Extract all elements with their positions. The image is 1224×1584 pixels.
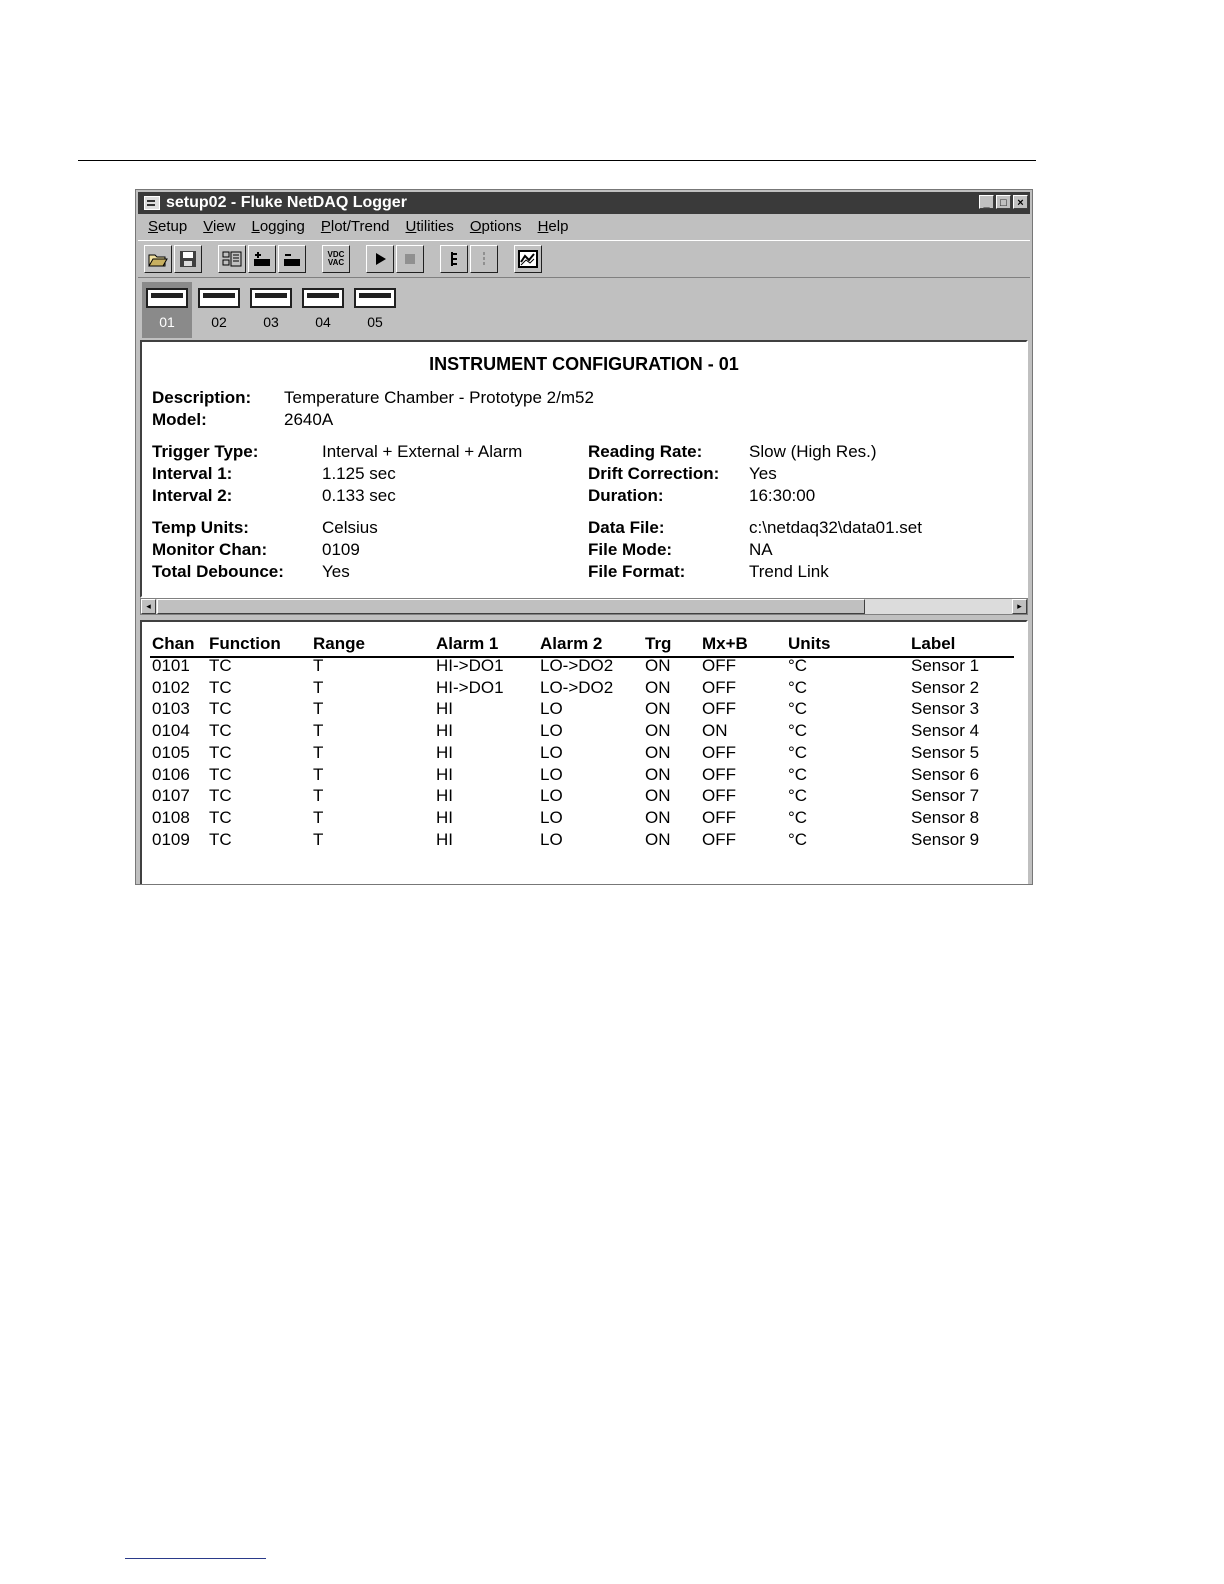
cell-mxb: OFF <box>702 742 736 762</box>
title-bar[interactable] <box>138 192 1030 214</box>
cell-units: °C <box>788 829 808 849</box>
cell-alarm1: HI->DO1 <box>436 677 504 697</box>
instrument-config-panel[interactable] <box>140 340 1028 598</box>
interval2-label: Interval 2: <box>152 486 233 505</box>
trend-plot-icon <box>518 250 538 268</box>
cell-function: TC <box>209 786 232 806</box>
cell-function: TC <box>209 807 232 827</box>
cell-trg: ON <box>645 807 671 827</box>
duration-label: Duration: <box>588 486 664 505</box>
cell-alarm1: HI <box>436 699 453 719</box>
description-label: Description: <box>152 388 252 407</box>
cell-range: T <box>313 786 324 806</box>
cell-units: °C <box>788 786 808 806</box>
cell-trg: ON <box>645 764 671 784</box>
cell-function: TC <box>209 742 232 762</box>
trigger-type-label: Trigger Type: <box>152 442 259 461</box>
cell-units: °C <box>788 656 808 675</box>
trend-plot-button[interactable] <box>514 245 542 273</box>
instrument-config-button[interactable] <box>218 245 246 273</box>
duration-value: 16:30:00 <box>749 486 816 505</box>
cell-alarm1: HI <box>436 721 453 741</box>
cell-label: Sensor 8 <box>911 807 980 827</box>
minimize-button[interactable]: _ <box>979 195 994 209</box>
instrument-bar <box>138 282 1030 338</box>
cell-chan: 0109 <box>152 829 190 849</box>
cell-mxb: OFF <box>702 786 736 806</box>
cell-alarm2: LO <box>540 699 563 719</box>
alarm-on-icon <box>446 250 462 268</box>
cell-trg: ON <box>645 677 671 697</box>
scroll-thumb[interactable] <box>157 599 865 614</box>
close-button[interactable]: × <box>1013 195 1028 209</box>
instrument-label: 02 <box>211 314 227 330</box>
cell-mxb: OFF <box>702 807 736 827</box>
vac-label: VAC <box>327 258 345 267</box>
alarm-off-icon <box>476 250 492 268</box>
cell-label: Sensor 5 <box>911 742 980 762</box>
cell-range: T <box>313 699 324 719</box>
cell-label: Sensor 1 <box>911 656 980 675</box>
cell-mxb: OFF <box>702 656 736 675</box>
col-chan: Chan <box>152 634 195 653</box>
file-format-label: File Format: <box>588 562 686 581</box>
instrument-label: 05 <box>367 314 383 330</box>
cell-label: Sensor 2 <box>911 677 980 697</box>
file-mode-value: NA <box>749 540 773 559</box>
cell-chan: 0105 <box>152 742 190 762</box>
instrument-icon <box>250 288 292 308</box>
instrument-config-icon <box>222 250 242 268</box>
drift-correction-value: Yes <box>749 464 777 483</box>
reading-rate-label: Reading Rate: <box>588 442 703 461</box>
cell-range: T <box>313 764 324 784</box>
model-value: 2640A <box>284 410 334 429</box>
vdc-label: VDC <box>327 250 345 259</box>
menu-view[interactable]: View <box>203 217 236 235</box>
cell-units: °C <box>788 764 808 784</box>
cell-mxb: OFF <box>702 764 736 784</box>
instrument-05[interactable] <box>350 282 400 338</box>
cell-alarm2: LO->DO2 <box>540 677 614 697</box>
cell-chan: 0102 <box>152 677 190 697</box>
table-row[interactable] <box>150 786 1014 807</box>
instrument-02[interactable] <box>194 282 244 338</box>
cell-alarm1: HI <box>436 786 453 806</box>
remove-instrument-button[interactable] <box>278 245 306 273</box>
cell-alarm2: LO <box>540 786 563 806</box>
instrument-label: 01 <box>159 314 175 330</box>
cell-units: °C <box>788 742 808 762</box>
table-row[interactable] <box>150 721 1014 742</box>
menu-logging[interactable]: Logging <box>251 217 305 235</box>
stop-icon <box>402 251 418 267</box>
col-trg: Trg <box>645 634 672 653</box>
interval1-label: Interval 1: <box>152 464 233 483</box>
menu-setup[interactable]: Setup <box>148 217 188 235</box>
cell-trg: ON <box>645 786 671 806</box>
cell-units: °C <box>788 699 808 719</box>
alarm-off-button[interactable] <box>470 245 498 273</box>
table-row[interactable] <box>150 808 1014 829</box>
cell-alarm1: HI <box>436 742 453 762</box>
start-logging-button[interactable] <box>366 245 394 273</box>
cell-chan: 0106 <box>152 764 190 784</box>
reading-rate-value: Slow (High Res.) <box>749 442 877 461</box>
cell-alarm2: LO->DO2 <box>540 656 614 675</box>
cell-alarm1: HI <box>436 807 453 827</box>
cell-trg: ON <box>645 656 671 675</box>
alarm-on-button[interactable] <box>440 245 468 273</box>
description-value: Temperature Chamber - Prototype 2/m52 <box>284 388 594 407</box>
cell-chan: 0108 <box>152 807 190 827</box>
cell-range: T <box>313 829 324 849</box>
cell-trg: ON <box>645 699 671 719</box>
stop-logging-button[interactable] <box>396 245 424 273</box>
instrument-icon <box>302 288 344 308</box>
menu-plot-trend[interactable]: Plot/Trend <box>320 217 390 235</box>
page-top-rule <box>78 160 1036 161</box>
open-icon <box>148 251 168 267</box>
cell-label: Sensor 7 <box>911 786 980 806</box>
instrument-icon <box>354 288 396 308</box>
toolbar <box>138 240 1030 278</box>
cell-range: T <box>313 807 324 827</box>
instrument-label: 03 <box>263 314 279 330</box>
data-file-value: c:\netdaq32\data01.set <box>749 518 922 537</box>
monitor-chan-label: Monitor Chan: <box>152 540 268 559</box>
menu-help[interactable]: Help <box>537 217 569 235</box>
temp-units-value: Celsius <box>322 518 378 537</box>
cell-range: T <box>313 721 324 741</box>
file-format-value: Trend Link <box>749 562 829 581</box>
table-row[interactable] <box>150 656 1014 677</box>
temp-units-label: Temp Units: <box>152 518 249 537</box>
cell-function: TC <box>209 764 232 784</box>
add-instrument-button[interactable] <box>248 245 276 273</box>
cell-function: TC <box>209 721 232 741</box>
col-range: Range <box>313 634 365 653</box>
cell-alarm2: LO <box>540 721 563 741</box>
col-label: Label <box>911 634 956 653</box>
cell-alarm2: LO <box>540 742 563 762</box>
col-mxb: Mx+B <box>702 634 748 653</box>
vdc-vac-button[interactable] <box>322 245 350 273</box>
menu-options[interactable]: Options <box>469 217 522 235</box>
trigger-type-value: Interval + External + Alarm <box>322 442 523 461</box>
total-debounce-label: Total Debounce: <box>152 562 284 581</box>
instrument-label: 04 <box>315 314 331 330</box>
scroll-left-icon[interactable]: ◂ <box>141 599 156 614</box>
cell-alarm2: LO <box>540 807 563 827</box>
horizontal-scrollbar[interactable] <box>140 598 1028 615</box>
cell-alarm1: HI->DO1 <box>436 656 504 675</box>
menu-bar <box>138 214 1030 238</box>
cell-function: TC <box>209 656 232 675</box>
menu-utilities[interactable]: Utilities <box>405 217 454 235</box>
cell-mxb: OFF <box>702 677 736 697</box>
cell-units: °C <box>788 807 808 827</box>
instrument-04[interactable] <box>298 282 348 338</box>
cell-mxb: OFF <box>702 699 736 719</box>
cell-function: TC <box>209 677 232 697</box>
cell-mxb: ON <box>702 721 728 741</box>
monitor-chan-value: 0109 <box>322 540 360 559</box>
table-row[interactable] <box>150 699 1014 720</box>
cell-function: TC <box>209 699 232 719</box>
cell-range: T <box>313 677 324 697</box>
model-label: Model: <box>152 410 207 429</box>
col-alarm1: Alarm 1 <box>436 634 499 653</box>
save-button[interactable] <box>174 245 202 273</box>
cell-alarm1: HI <box>436 829 453 849</box>
scroll-right-icon[interactable]: ▸ <box>1012 599 1027 614</box>
cell-chan: 0107 <box>152 786 190 806</box>
maximize-button[interactable]: □ <box>996 195 1011 209</box>
data-file-label: Data File: <box>588 518 665 537</box>
remove-instrument-icon <box>282 250 302 268</box>
cell-alarm2: LO <box>540 764 563 784</box>
open-button[interactable] <box>144 245 172 273</box>
add-instrument-icon <box>252 250 272 268</box>
cell-trg: ON <box>645 829 671 849</box>
table-row[interactable] <box>150 678 1014 699</box>
cell-chan: 0104 <box>152 721 190 741</box>
cell-chan: 0101 <box>152 656 190 675</box>
cell-function: TC <box>209 829 232 849</box>
instrument-03[interactable] <box>246 282 296 338</box>
window-title: setup02 - Fluke NetDAQ Logger <box>166 194 407 211</box>
cell-range: T <box>313 656 324 675</box>
config-title: INSTRUMENT CONFIGURATION - 01 <box>429 354 739 374</box>
cell-label: Sensor 3 <box>911 699 980 719</box>
table-row[interactable] <box>150 830 1014 851</box>
cell-trg: ON <box>645 721 671 741</box>
footer-rule <box>125 1558 266 1559</box>
cell-chan: 0103 <box>152 699 190 719</box>
cell-alarm2: LO <box>540 829 563 849</box>
app-icon[interactable] <box>144 196 160 210</box>
cell-range: T <box>313 742 324 762</box>
cell-mxb: OFF <box>702 829 736 849</box>
table-row[interactable] <box>150 765 1014 786</box>
netdaq-window <box>135 189 1033 885</box>
window-controls <box>979 195 1028 209</box>
col-units: Units <box>788 634 831 653</box>
cell-trg: ON <box>645 742 671 762</box>
drift-correction-label: Drift Correction: <box>588 464 720 483</box>
col-alarm2: Alarm 2 <box>540 634 603 653</box>
cell-units: °C <box>788 677 808 697</box>
total-debounce-value: Yes <box>322 562 350 581</box>
interval1-value: 1.125 sec <box>322 464 396 483</box>
file-mode-label: File Mode: <box>588 540 673 559</box>
col-function: Function <box>209 634 281 653</box>
table-row[interactable] <box>150 743 1014 764</box>
channel-table-header <box>150 634 1014 658</box>
cell-label: Sensor 6 <box>911 764 980 784</box>
channel-list-panel[interactable] <box>140 620 1028 885</box>
start-icon <box>372 251 388 267</box>
save-icon <box>179 250 197 268</box>
cell-label: Sensor 4 <box>911 721 980 741</box>
instrument-icon <box>198 288 240 308</box>
instrument-01[interactable] <box>142 282 192 338</box>
cell-alarm1: HI <box>436 764 453 784</box>
cell-label: Sensor 9 <box>911 829 980 849</box>
interval2-value: 0.133 sec <box>322 486 396 505</box>
instrument-icon <box>146 288 188 308</box>
cell-units: °C <box>788 721 808 741</box>
